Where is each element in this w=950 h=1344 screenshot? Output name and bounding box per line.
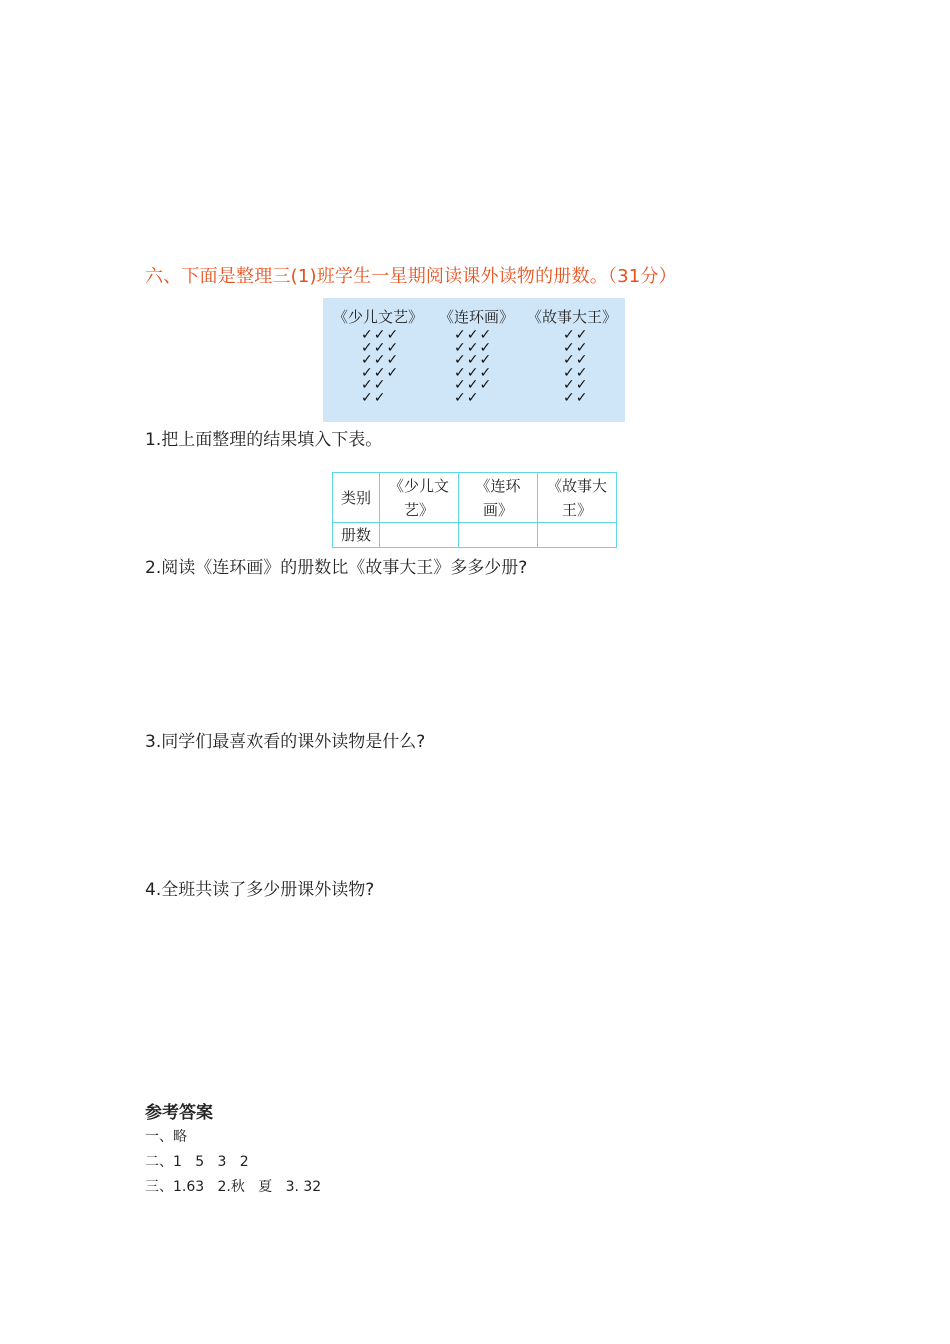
- tally-row: ✓✓: [361, 389, 387, 406]
- table-header-text: 画》: [482, 500, 513, 519]
- table-header-text: 《连环: [475, 476, 521, 495]
- section-title: 六、下面是整理三(1)班学生一星期阅读课外读物的册数。（31分）: [145, 266, 677, 287]
- question-4: 4.全班共读了多少册课外读物?: [145, 880, 375, 900]
- tally-column-comic: [454, 329, 492, 405]
- tally-row: ✓✓✓: [361, 327, 400, 343]
- tally-row: ✓✓: [563, 377, 589, 394]
- tally-row: ✓✓✓: [361, 364, 400, 381]
- tally-column-children-literature: [361, 329, 399, 405]
- table-cell-blank[interactable]: [459, 523, 538, 548]
- tally-row: ✓✓✓: [361, 352, 400, 369]
- answer-table: [332, 472, 617, 548]
- answer-line: 三、1.63 2.秋 夏 3. 32: [145, 1179, 322, 1195]
- tally-row: ✓✓: [454, 389, 480, 406]
- table-cell-blank[interactable]: [538, 523, 617, 548]
- table-header-text: 《故事大: [546, 476, 607, 495]
- table-header-comic: [459, 473, 538, 523]
- table-row-label-count: 册数: [333, 523, 380, 548]
- tally-header-story-king: 《故事大王》: [527, 308, 618, 326]
- question-3: 3.同学们最喜欢看的课外读物是什么?: [145, 732, 426, 752]
- tally-row: ✓✓✓: [454, 327, 493, 343]
- tally-row: ✓✓: [563, 339, 589, 356]
- tally-row: ✓✓: [563, 327, 589, 343]
- answers-title: 参考答案: [145, 1103, 213, 1123]
- table-header-story-king: [538, 473, 617, 523]
- tally-row: ✓✓: [563, 352, 589, 369]
- answer-line: 一、略: [145, 1129, 187, 1145]
- tally-column-story-king: [563, 329, 588, 405]
- table-cell-blank[interactable]: [380, 523, 459, 548]
- tally-row: ✓✓: [563, 389, 589, 406]
- tally-header-comic: 《连环画》: [439, 308, 515, 326]
- table-header-text: 王》: [561, 500, 592, 519]
- tally-row: ✓✓✓: [454, 352, 493, 369]
- question-2: 2.阅读《连环画》的册数比《故事大王》多多少册?: [145, 558, 528, 578]
- tally-header-children-literature: 《少儿文艺》: [333, 308, 424, 326]
- tally-chart: [323, 298, 625, 422]
- table-header-category: 类别: [333, 473, 380, 523]
- table-header-children-literature: [380, 473, 459, 523]
- tally-row: ✓✓✓: [454, 377, 493, 394]
- tally-row: ✓✓: [361, 377, 387, 394]
- table-header-text: 艺》: [403, 500, 434, 519]
- table-header-text: 《少儿文: [388, 476, 449, 495]
- tally-row: ✓✓✓: [454, 364, 493, 381]
- tally-row: ✓✓✓: [361, 339, 400, 356]
- tally-row: ✓✓: [563, 364, 589, 381]
- answer-line: 二、1 5 3 2: [145, 1154, 249, 1170]
- question-1: 1.把上面整理的结果填入下表。: [145, 430, 383, 450]
- tally-row: ✓✓✓: [454, 339, 493, 356]
